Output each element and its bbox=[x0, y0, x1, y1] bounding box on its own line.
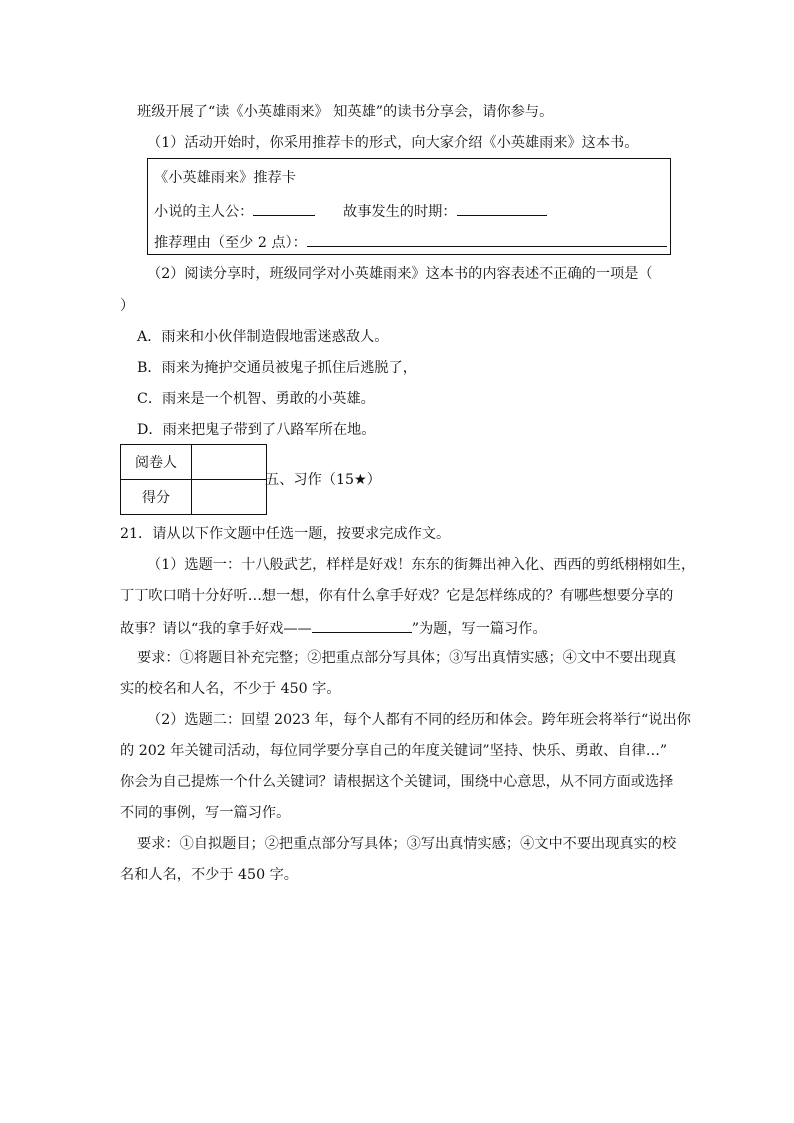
topic1-line3 bbox=[120, 618, 547, 638]
period-row bbox=[343, 201, 547, 221]
question-1: （1）活动开始时，你采用推荐卡的形式，向大家介绍《小英雄雨来》这本书。 bbox=[147, 135, 639, 151]
reason-row bbox=[154, 232, 667, 252]
reason-blank[interactable] bbox=[307, 232, 667, 247]
topic1-line2: 丁丁吹口哨十分好听…想一想，你有什么拿手好戏？它是怎样练成的？有哪些想要分享的 bbox=[120, 588, 674, 604]
score-label: 得分 bbox=[121, 480, 192, 515]
reviewer-label: 阅卷人 bbox=[121, 445, 192, 480]
protagonist-row bbox=[154, 201, 315, 221]
intro-text: 班级开展了“读《小英雄雨来》 知英雄”的读书分享会，请你参与。 bbox=[137, 104, 554, 120]
reviewer-cell[interactable] bbox=[192, 445, 267, 480]
section-title-text: 五、习作（15 bbox=[265, 472, 354, 488]
section-title bbox=[265, 471, 381, 489]
option-c: C．雨来是一个机智、勇敢的小英雄。 bbox=[137, 391, 375, 407]
section-title-close: ） bbox=[366, 472, 381, 488]
card-title: 《小英雄雨来》推荐卡 bbox=[154, 170, 296, 186]
topic1-line1: （1）选题一：十八般武艺，样样是好戏！东东的街舞出神入化、西西的剪纸栩栩如生， bbox=[147, 557, 696, 573]
star-icon: ★ bbox=[354, 472, 367, 488]
topic2-line4: 不同的事例，写一篇习作。 bbox=[120, 805, 291, 821]
option-b: B．雨来为掩护交通员被鬼子抓住后逃脱了， bbox=[137, 360, 417, 376]
score-cell[interactable] bbox=[192, 480, 267, 515]
topic1-line3-b: ”为题，写一篇习作。 bbox=[411, 621, 547, 637]
score-table bbox=[120, 444, 267, 515]
option-a: A．雨来和小伙伴制造假地雷迷惑敌人。 bbox=[137, 329, 389, 345]
topic2-line2: 的 202 年关键司活动，每位同学要分享自己的年度关键词”坚持、快乐、勇敢、自律…” bbox=[120, 743, 668, 759]
reason-label: 推荐理由（至少 2 点）： bbox=[154, 235, 307, 251]
question-2-line1: （2）阅读分享时，班级同学对小英雄雨来》这本书的内容表述不正确的一项是（ bbox=[147, 266, 653, 282]
question-21: 21．请从以下作文题中任选一题，按要求完成作文。 bbox=[120, 526, 451, 542]
title-blank[interactable] bbox=[312, 618, 412, 633]
option-d: D．雨来把鬼子带到了八路军所在地。 bbox=[137, 422, 376, 438]
period-label: 故事发生的时期： bbox=[343, 204, 457, 220]
topic2-req2: 名和人名，不少于 450 字。 bbox=[120, 867, 298, 883]
topic2-line3: 你会为自己提炼一个什么关键词？请根据这个关键词，围绕中心意思，从不同方面或选择 bbox=[120, 774, 674, 790]
period-blank[interactable] bbox=[457, 201, 547, 216]
recommendation-card bbox=[147, 158, 671, 255]
question-2-line2: ） bbox=[120, 298, 135, 314]
topic1-req1: 要求：①将题目补充完整；②把重点部分写具体；③写出真情实感；④文中不要出现真 bbox=[137, 650, 677, 666]
protagonist-label: 小说的主人公： bbox=[154, 204, 254, 220]
protagonist-blank[interactable] bbox=[253, 201, 315, 216]
topic1-req2: 实的校名和人名，不少于 450 字。 bbox=[120, 681, 341, 697]
topic1-line3-a: 故事？请以“我的拿手好戏—— bbox=[120, 621, 312, 637]
topic2-line1: （2）选题二：回望 2023 年，每个人都有不同的经历和体会。跨年班会将举行“说出你 bbox=[147, 712, 691, 728]
topic2-req1: 要求：①自拟题目；②把重点部分写具体；③写出真情实感；④文中不要出现真实的校 bbox=[137, 836, 677, 852]
